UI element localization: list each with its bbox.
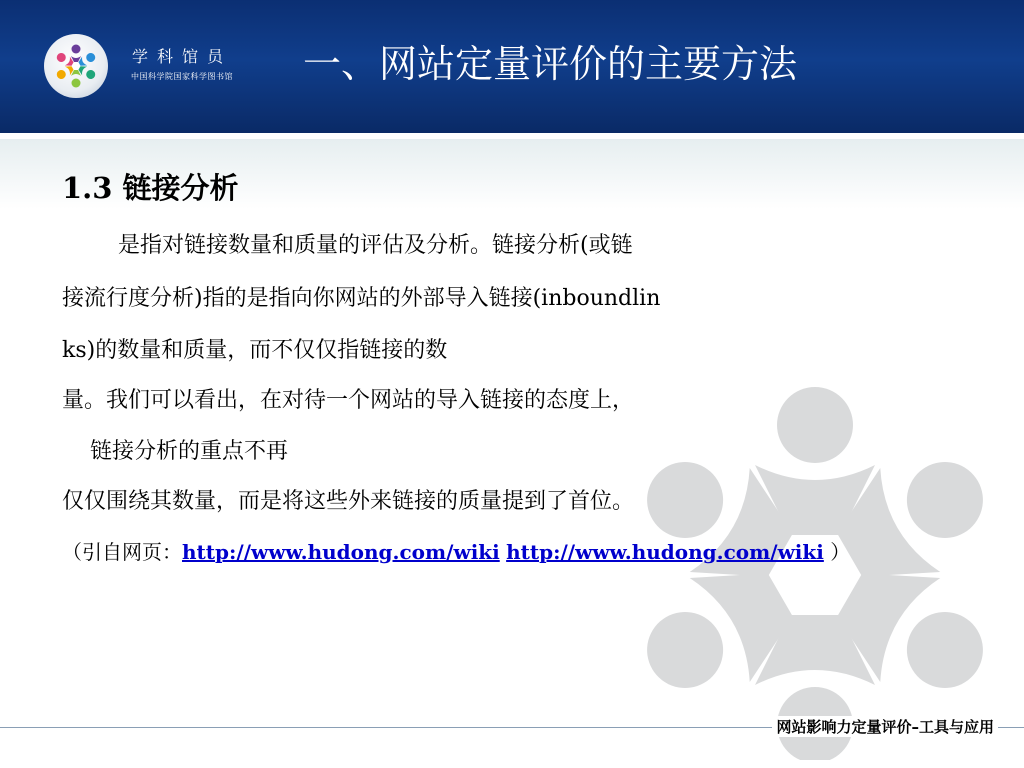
citation-link-1[interactable]: http://www.hudong.com/wiki — [182, 540, 500, 564]
body-line: ks)的数量和质量，而不仅仅指链接的数 — [62, 338, 448, 363]
body-line: 仅仅围绕其数量，而是将这些外来链接的质量提到了首位。 — [62, 489, 635, 514]
citation-link-2[interactable]: http://www.hudong.com/wiki — [506, 540, 824, 564]
citation-line — [62, 537, 850, 567]
slide-title: 一、网站定量评价的主要方法 — [303, 42, 798, 86]
body-line: 接流行度分析)指的是指向你网站的外部导入链接(inboundlin — [62, 286, 661, 311]
body-line: 是指对链接数量和质量的评估及分析。链接分析(或链 — [118, 233, 633, 258]
citation-close: ） — [830, 540, 851, 564]
body-line: 量。我们可以看出，在对待一个网站的导入链接的态度上， — [62, 388, 635, 413]
logo-subtitle: 中国科学院国家科学图书馆 — [131, 72, 233, 81]
logo-icon — [44, 34, 108, 98]
footer-text: 网站影响力定量评价–工具与应用 — [772, 716, 998, 737]
section-title: 1.3 链接分析 — [62, 171, 239, 205]
logo-name: 学科馆员 — [132, 47, 233, 66]
body-line: 链接分析的重点不再 — [90, 439, 289, 464]
citation-open: （引自网页： — [62, 540, 182, 564]
